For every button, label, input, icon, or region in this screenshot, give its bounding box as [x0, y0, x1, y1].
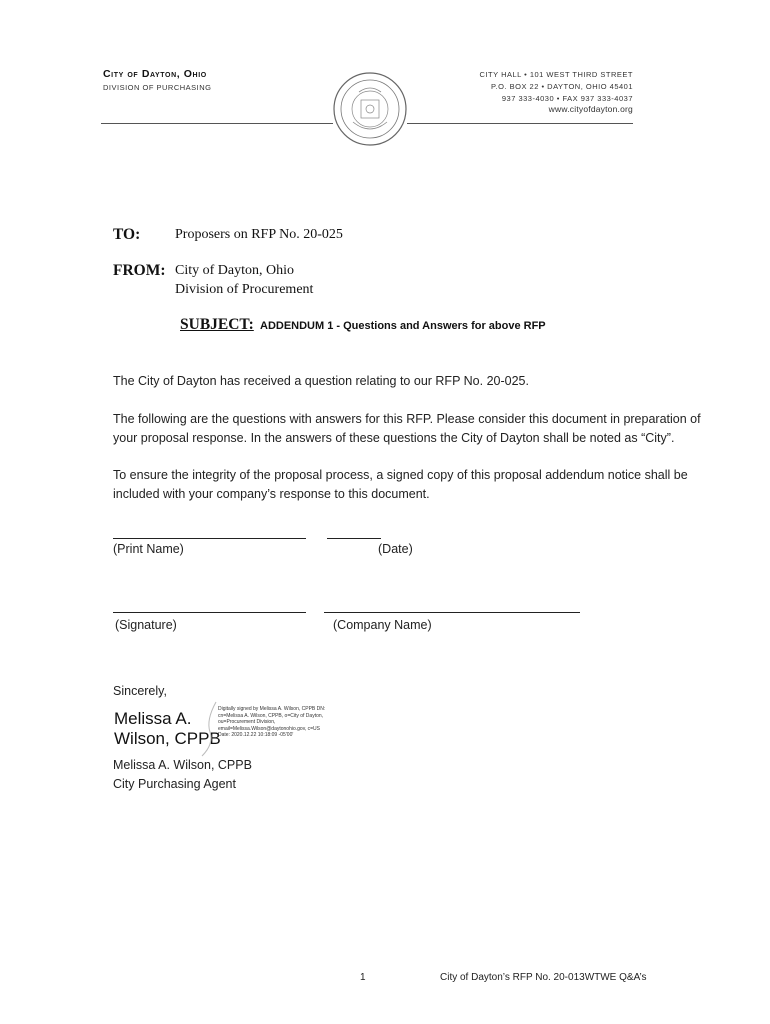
address-line: P.O. BOX 22 • DAYTON, OHIO 45401 — [490, 82, 633, 91]
division-name: DIVISION OF PURCHASING — [103, 83, 212, 92]
print-name-line — [113, 538, 306, 539]
company-name-line — [324, 612, 580, 613]
signature-label: (Signature) — [115, 618, 177, 632]
from-label: FROM: — [113, 262, 166, 279]
digital-signature-name: Melissa A. — [114, 709, 192, 728]
subject-label: SUBJECT: — [180, 316, 254, 333]
from-line: City of Dayton, Ohio — [175, 263, 294, 278]
body-paragraph: The City of Dayton has received a question relating to our RFP No. 20-025. — [113, 374, 529, 388]
address-line: CITY HALL • 101 WEST THIRD STREET — [479, 70, 633, 79]
company-name-label: (Company Name) — [333, 618, 432, 632]
from-line: Division of Procurement — [175, 282, 314, 297]
signer-name: Melissa A. Wilson, CPPB — [113, 758, 252, 772]
body-paragraph: To ensure the integrity of the proposal process, a signed copy of this proposal addendum notice shall be included with your company’s response to this document. — [113, 468, 688, 501]
to-label: TO: — [113, 226, 141, 243]
page-number: 1 — [360, 972, 366, 983]
city-seal-icon — [331, 70, 409, 148]
to-value: Proposers on RFP No. 20-025 — [175, 227, 343, 242]
letterhead-rule-right — [407, 123, 633, 124]
org-name: City of Dayton, Ohio — [103, 68, 207, 80]
phone-fax-line: 937 333-4030 • FAX 937 333-4037 — [501, 94, 633, 103]
website-link[interactable]: www.cityofdayton.org — [548, 104, 633, 114]
date-line — [327, 538, 381, 539]
letterhead-rule-left — [101, 123, 333, 124]
digital-signature-details: Digitally signed by Melissa A. Wilson, CPPB DN: cn=Melissa A. Wilson, CPPB, o=City of Dayton, ou=Procurement Division, email=Melissa.Wilson@daytonohio.gov, c=US Date: 2020.12.22 10:18:09 -05'00' — [218, 706, 326, 739]
digital-signature-name: Wilson, CPPB — [114, 729, 221, 748]
closing-salutation: Sincerely, — [113, 684, 167, 698]
signature-line — [113, 612, 306, 613]
print-name-label: (Print Name) — [113, 542, 184, 556]
body-paragraph: The following are the questions with answers for this RFP. Please consider this document in preparation of your proposal response. In the answers of these questions the City of Dayton shall be noted as “City”. — [113, 412, 701, 445]
date-label: (Date) — [378, 542, 413, 556]
signer-title: City Purchasing Agent — [113, 777, 236, 791]
subject-text: ADDENDUM 1 - Questions and Answers for above RFP — [260, 320, 546, 332]
footer-doc-ref: City of Dayton’s RFP No. 20-013WTWE Q&A’s — [440, 972, 647, 983]
